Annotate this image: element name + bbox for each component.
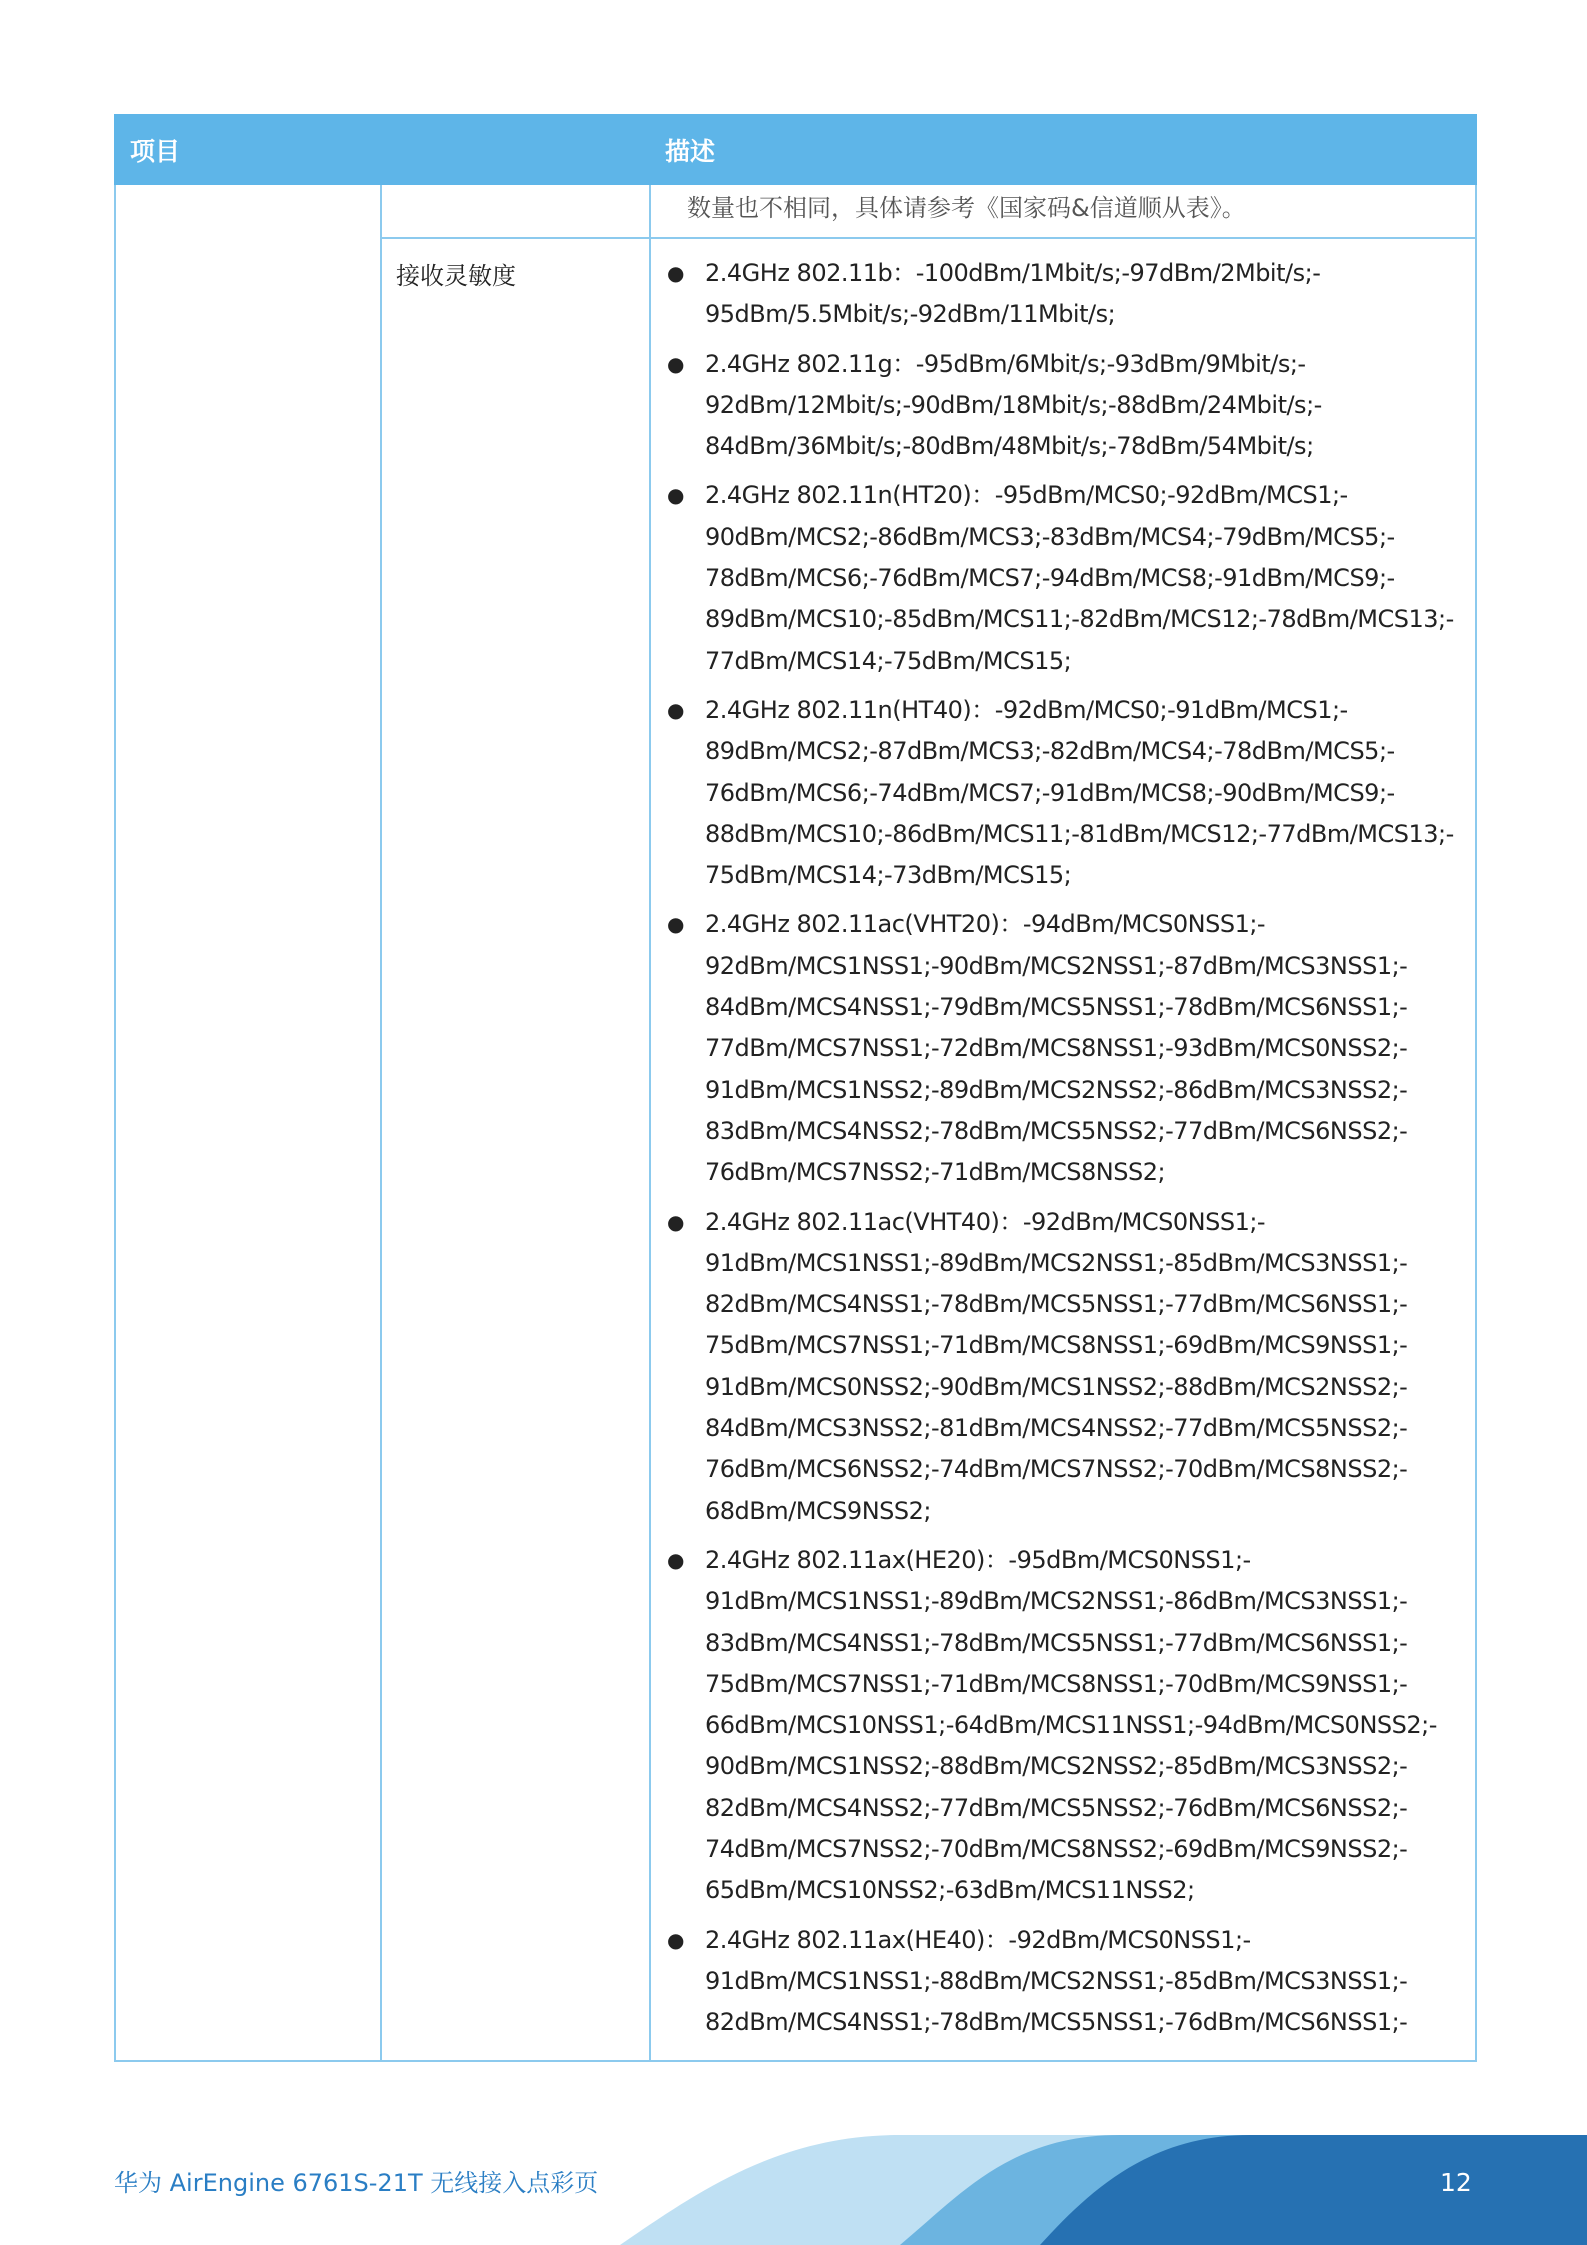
bullet-line: 89dBm/MCS10;-85dBm/MCS11;-82dBm/MCS12;-78dBm/MCS13;- xyxy=(705,605,1454,634)
continued-description: 数量也不相同，具体请参考《国家码&信道顺从表》。 xyxy=(650,184,1476,238)
continued-label-cell xyxy=(381,184,650,238)
bullet-line: 76dBm/MCS7NSS2;-71dBm/MCS8NSS2; xyxy=(705,1158,1166,1187)
sensitivity-bullet xyxy=(665,1540,1465,1912)
bullet-line: 91dBm/MCS1NSS1;-89dBm/MCS2NSS1;-85dBm/MCS3NSS1;- xyxy=(705,1248,1408,1277)
bullet-line: 66dBm/MCS10NSS1;-64dBm/MCS11NSS1;-94dBm/MCS0NSS2;- xyxy=(705,1711,1437,1740)
bullet-dot-icon: ● xyxy=(667,261,684,285)
bullet-line: 91dBm/MCS1NSS1;-88dBm/MCS2NSS1;-85dBm/MCS3NSS1;- xyxy=(705,1966,1408,1995)
bullet-line: 75dBm/MCS7NSS1;-71dBm/MCS8NSS1;-70dBm/MCS9NSS1;- xyxy=(705,1669,1408,1698)
sensitivity-bullet xyxy=(665,1202,1465,1532)
bullet-line: 88dBm/MCS10;-86dBm/MCS11;-81dBm/MCS12;-77dBm/MCS13;- xyxy=(705,819,1454,848)
bullet-line: 65dBm/MCS10NSS2;-63dBm/MCS11NSS2; xyxy=(705,1876,1195,1905)
bullet-line: 75dBm/MCS7NSS1;-71dBm/MCS8NSS1;-69dBm/MCS9NSS1;- xyxy=(705,1331,1408,1360)
header-item: 项目 xyxy=(115,115,650,184)
bullet-line: 2.4GHz 802.11g：-95dBm/6Mbit/s;-93dBm/9Mbit/s;- xyxy=(705,349,1306,378)
table-header-row xyxy=(115,115,1476,184)
bullet-line: 83dBm/MCS4NSS1;-78dBm/MCS5NSS1;-77dBm/MCS6NSS1;- xyxy=(705,1628,1408,1657)
bullet-line: 2.4GHz 802.11ax(HE40)：-92dBm/MCS0NSS1;- xyxy=(705,1925,1251,1954)
bullet-line: 92dBm/MCS1NSS1;-90dBm/MCS2NSS1;-87dBm/MCS3NSS1;- xyxy=(705,951,1408,980)
sensitivity-list xyxy=(665,253,1465,2043)
sensitivity-description xyxy=(650,238,1476,2061)
bullet-line: 90dBm/MCS2;-86dBm/MCS3;-83dBm/MCS4;-79dBm/MCS5;- xyxy=(705,522,1395,551)
bullet-line: 78dBm/MCS6;-76dBm/MCS7;-94dBm/MCS8;-91dBm/MCS9;- xyxy=(705,564,1395,593)
bullet-line: 76dBm/MCS6;-74dBm/MCS7;-91dBm/MCS8;-90dBm/MCS9;- xyxy=(705,778,1395,807)
page-number: 12 xyxy=(1440,2168,1472,2197)
bullet-line: 2.4GHz 802.11b：-100dBm/1Mbit/s;-97dBm/2Mbit/s;- xyxy=(705,259,1321,287)
bullet-line: 2.4GHz 802.11ax(HE20)：-95dBm/MCS0NSS1;- xyxy=(705,1545,1251,1574)
footer-document-title: 华为 AirEngine 6761S-21T 无线接入点彩页 xyxy=(114,2169,599,2197)
sensitivity-bullet xyxy=(665,904,1465,1193)
bullet-dot-icon: ● xyxy=(667,351,684,376)
bullet-line: 82dBm/MCS4NSS2;-77dBm/MCS5NSS2;-76dBm/MCS6NSS2;- xyxy=(705,1793,1408,1822)
bullet-line: 77dBm/MCS14;-75dBm/MCS15; xyxy=(705,646,1072,675)
bullet-line: 89dBm/MCS2;-87dBm/MCS3;-82dBm/MCS4;-78dBm/MCS5;- xyxy=(705,737,1395,766)
bullet-line: 84dBm/MCS4NSS1;-79dBm/MCS5NSS1;-78dBm/MCS6NSS1;- xyxy=(705,993,1408,1022)
bullet-line: 82dBm/MCS4NSS1;-78dBm/MCS5NSS1;-77dBm/MCS6NSS1;- xyxy=(705,1290,1408,1319)
bullet-line: 2.4GHz 802.11n(HT40)：-92dBm/MCS0;-91dBm/MCS1;- xyxy=(705,695,1348,724)
bullet-line: 95dBm/5.5Mbit/s;-92dBm/11Mbit/s; xyxy=(705,300,1116,329)
bullet-dot-icon: ● xyxy=(667,1209,684,1234)
bullet-line: 83dBm/MCS4NSS2;-78dBm/MCS5NSS2;-77dBm/MCS6NSS2;- xyxy=(705,1116,1408,1145)
bullet-line: 68dBm/MCS9NSS2; xyxy=(705,1496,931,1525)
bullet-line: 84dBm/MCS3NSS2;-81dBm/MCS4NSS2;-77dBm/MCS5NSS2;- xyxy=(705,1414,1408,1443)
header-description: 描述 xyxy=(650,115,1476,184)
table-row xyxy=(115,184,1476,238)
bullet-line: 2.4GHz 802.11ac(VHT20)：-94dBm/MCS0NSS1;- xyxy=(705,910,1266,939)
bullet-line: 75dBm/MCS14;-73dBm/MCS15; xyxy=(705,861,1072,890)
spec-table xyxy=(114,114,1477,2062)
bullet-line: 91dBm/MCS1NSS1;-89dBm/MCS2NSS1;-86dBm/MCS3NSS1;- xyxy=(705,1587,1408,1616)
sensitivity-bullet xyxy=(665,344,1465,468)
sensitivity-bullet xyxy=(665,475,1465,681)
bullet-dot-icon: ● xyxy=(667,697,684,722)
sensitivity-bullet xyxy=(665,1920,1465,2044)
bullet-dot-icon: ● xyxy=(667,1547,684,1572)
sensitivity-bullet xyxy=(665,690,1465,896)
bullet-line: 92dBm/12Mbit/s;-90dBm/18Mbit/s;-88dBm/24Mbit/s;- xyxy=(705,390,1322,419)
bullet-line: 2.4GHz 802.11n(HT20)：-95dBm/MCS0;-92dBm/MCS1;- xyxy=(705,481,1348,510)
bullet-line: 91dBm/MCS1NSS2;-89dBm/MCS2NSS2;-86dBm/MCS3NSS2;- xyxy=(705,1075,1408,1104)
bullet-dot-icon: ● xyxy=(667,1927,684,1952)
bullet-line: 77dBm/MCS7NSS1;-72dBm/MCS8NSS1;-93dBm/MCS0NSS2;- xyxy=(705,1034,1408,1063)
bullet-line: 84dBm/36Mbit/s;-80dBm/48Mbit/s;-78dBm/54Mbit/s; xyxy=(705,432,1314,461)
bullet-line: 2.4GHz 802.11ac(VHT40)：-92dBm/MCS0NSS1;- xyxy=(705,1207,1266,1236)
bullet-line: 74dBm/MCS7NSS2;-70dBm/MCS8NSS2;-69dBm/MCS9NSS2;- xyxy=(705,1834,1408,1863)
bullet-line: 91dBm/MCS0NSS2;-90dBm/MCS1NSS2;-88dBm/MCS2NSS2;- xyxy=(705,1372,1408,1401)
bullet-dot-icon: ● xyxy=(667,912,684,937)
bullet-dot-icon: ● xyxy=(667,483,684,508)
sensitivity-bullet xyxy=(665,253,1465,336)
item-category-cell xyxy=(115,184,381,2061)
bullet-line: 82dBm/MCS4NSS1;-78dBm/MCS5NSS1;-76dBm/MCS6NSS1;- xyxy=(705,2008,1408,2037)
bullet-line: 76dBm/MCS6NSS2;-74dBm/MCS7NSS2;-70dBm/MCS8NSS2;- xyxy=(705,1455,1408,1484)
row-label-receive-sensitivity: 接收灵敏度 xyxy=(381,238,650,2061)
bullet-line: 90dBm/MCS1NSS2;-88dBm/MCS2NSS2;-85dBm/MCS3NSS2;- xyxy=(705,1752,1408,1781)
